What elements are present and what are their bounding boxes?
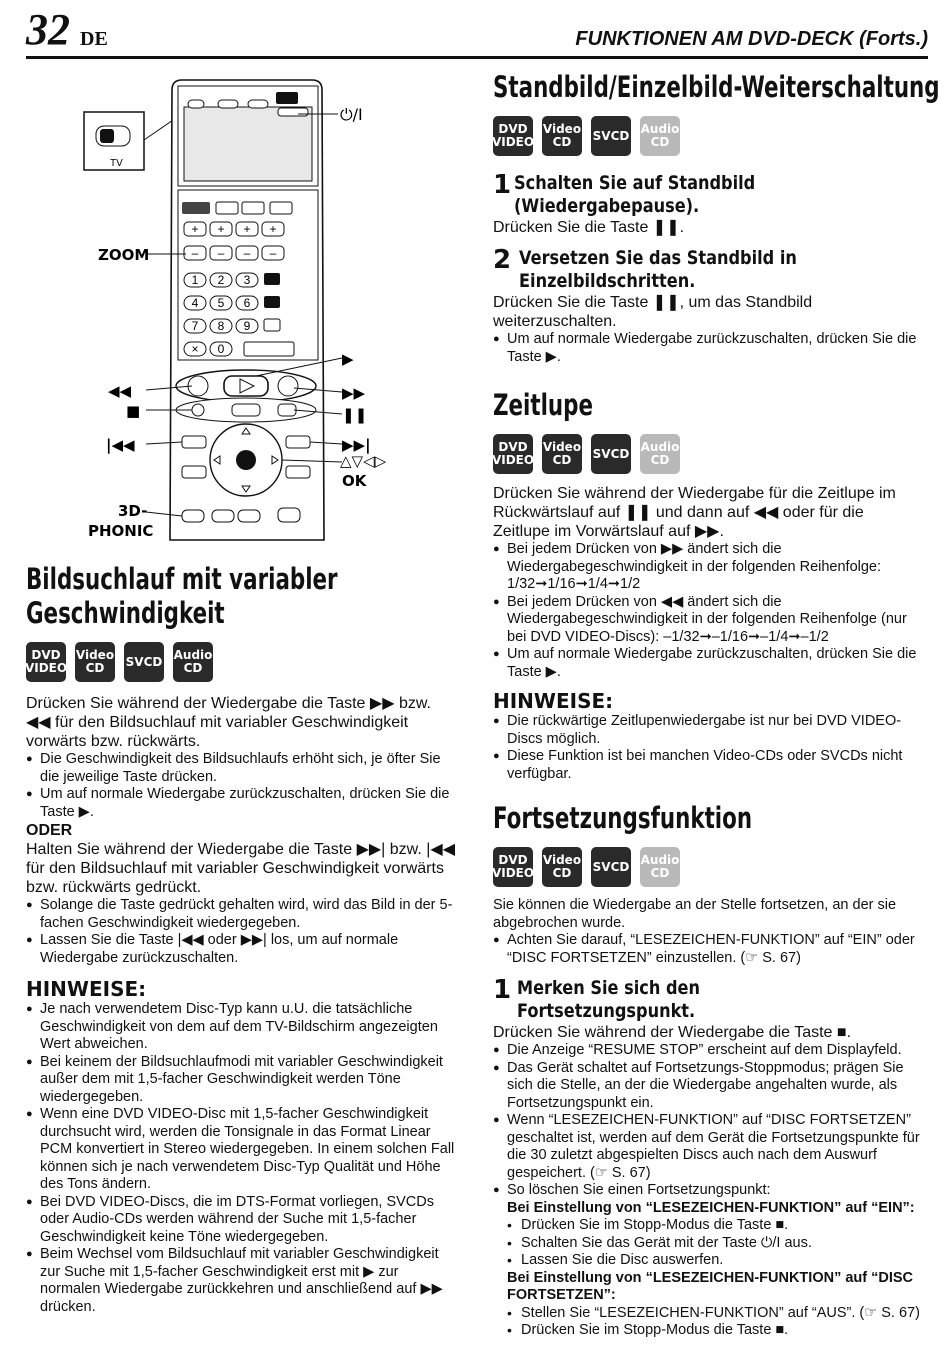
badge-svcd: SVCD [591,116,631,156]
standbild-step-1 [493,172,923,218]
step-title: Versetzen Sie das Standbild in Einzelbildschritten. [519,247,797,292]
arrows-label: △▽◁▷ [340,452,387,470]
disc-items [507,1305,923,1340]
list-item: ● So löschen Sie einen Fortsetzungspunkt: [493,1182,923,1200]
remote-display-area [184,107,312,181]
svg-text:–: – [217,246,225,260]
list-item: ● Solange die Taste gedrückt gehalten wird, wird das Bild in der 5-fachen Geschwindigkeit wiedergegeben. [26,897,456,932]
svg-text:7: 7 [191,319,199,333]
fortsetzung-title: Fortsetzungsfunktion [493,801,753,835]
list-item: • Lassen Sie die Disc auswerfen. [507,1252,923,1270]
disc-badges [26,642,456,684]
phonic-label-1: 3D- [118,502,148,520]
oder-label: ODER [26,822,73,839]
list-item: ● Bei keinem der Bildsuchlaufmodi mit variabler Geschwindigkeit außer dem mit 1,5-facher Geschwindigkeit werden Töne wiedergegeben. [26,1054,456,1107]
badge-video-cd: Video CD [542,847,582,887]
pause-label: ❚❚ [342,406,368,424]
standbild-step-2 [493,247,923,293]
list-item: ● Um auf normale Wiedergabe zurückzuschalten, drücken Sie die Taste ▶. [493,646,923,681]
badge-video-cd: Video CD [542,116,582,156]
remote-illustration [26,70,466,550]
header-rule [26,56,928,59]
step-text: Drücken Sie während der Wiedergabe die Taste ■. [493,1024,852,1041]
list-item: ● Um auf normale Wiedergabe zurückzuschalten, drücken Sie die Taste ▶. [493,331,923,366]
standbild-title: Standbild/Einzelbild-Weiterschaltung [493,70,940,104]
zeitlupe-intro: Drücken Sie während der Wiedergabe für die Zeitlupe im Rückwärtslauf auf ❚❚ und dann auf ◀◀ oder für die Zeitlupe im Vorwärtslauf auf ▶▶. [493,485,896,540]
disc-title: Bei Einstellung von “LESEZEICHEN-FUNKTION” auf “DISC FORTSETZEN”: [507,1269,914,1303]
rew-label: ◀◀ [108,382,132,400]
list-item: ● Die rückwärtige Zeitlupenwiedergabe ist nur bei DVD VIDEO-Discs möglich. [493,713,923,748]
page-number: 32 [26,5,70,54]
list-item: ● Achten Sie darauf, “LESEZEICHEN-FUNKTION” auf “EIN” oder “DISC FORTSETZEN” einzustellen. (☞ S. 67) [493,932,923,967]
svg-text:4: 4 [191,296,199,310]
skip-fwd-label: ▶▶| [342,436,371,454]
step-title: Schalten Sie auf Standbild (Wiedergabepause). [513,172,756,217]
zeitlupe-bullets [493,541,923,681]
badge-audio-cd: Audio CD [640,116,680,156]
list-item: • Drücken Sie im Stopp-Modus die Taste ■. [507,1217,923,1235]
svg-text:+: + [217,222,225,236]
svg-text:8: 8 [217,319,225,333]
step-number: 1 [493,975,512,1005]
list-item: ● Lassen Sie die Taste |◀◀ oder ▶▶| los, um auf normale Wiedergabe zurückzuschalten. [26,932,456,967]
zeitlupe-hinweise [493,713,923,783]
bildsuchlauf-title-2: Geschwindigkeit [26,596,225,630]
svg-text:+: + [243,222,251,236]
list-item: ● Das Gerät schaltet auf Fortsetzungs-Stoppmodus; prägen Sie sich die Stelle, an der die Wiedergabe angehalten wurde, als Fortsetzungspunkt ein. [493,1060,923,1113]
list-item: ● Beim Wechsel vom Bildsuchlauf mit variabler Geschwindigkeit zur Suche mit 1,5-facher Geschwindigkeit erst mit ▶ zur normalen Wiedergabe zurückkehren und anschließend auf ▶▶ drücken. [26,1246,456,1316]
fortsetzung-bullets [493,1042,923,1200]
list-item: ● Um auf normale Wiedergabe zurückzuschalten, drücken Sie die Taste ▶. [26,786,456,821]
badge-video-cd: Video CD [75,642,115,682]
svg-text:3: 3 [243,273,251,287]
list-item: ● Bei DVD VIDEO-Discs, die im DTS-Format vorliegen, SVCDs oder Audio-CDs werden während der Suche mit 1,5-facher Geschwindigkeit keine Töne wiedergegeben. [26,1194,456,1247]
step-number: 1 [493,170,512,200]
fortsetzung-intro-bullets [493,932,923,967]
disc-badges [493,847,923,889]
list-item: • Schalten Sie das Gerät mit der Taste ⏻/I aus. [507,1235,923,1253]
bildsuchlauf-intro-2: Halten Sie während der Wiedergabe die Taste ▶▶| bzw. |◀◀ für den Bildsuchlauf mit variabler Geschwindigkeit vorwärts bzw. rückwärts gedrückt. [26,841,456,896]
hinweise-title: HINWEISE: [26,977,147,1001]
zeitlupe-title: Zeitlupe [493,388,593,422]
list-item: ● Wenn “LESEZEICHEN-FUNKTION” auf “DISC FORTSETZEN” geschaltet ist, werden auf dem Gerät die Fortsetzungspunkte für die 30 zuletzt abgespielten Discs auch nach dem Auswurf gespeichert. (☞ S. 67) [493,1112,923,1182]
right-column [491,70,940,1340]
fortsetzung-intro: Sie können die Wiedergabe an der Stelle fortsetzen, an der sie abgebrochen wurde. [493,897,897,931]
svg-text:–: – [243,246,251,260]
bildsuchlauf-intro: Drücken Sie während der Wiedergabe die Taste ▶▶ bzw. ◀◀ für den Bildsuchlauf mit variabler Geschwindigkeit vorwärts bzw. rückwärts. [26,695,431,750]
svg-text:9: 9 [243,319,251,333]
tv-label: TV [110,158,123,169]
zoom-label: ZOOM [98,246,150,264]
svg-text:0: 0 [217,342,225,356]
badge-dvd: DVD VIDEO [493,847,533,887]
svg-text:5: 5 [217,296,225,310]
skip-back-label: |◀◀ [106,436,135,454]
list-item: ● Bei jedem Drücken von ▶▶ ändert sich die Wiedergabegeschwindigkeit in der folgenden Reihenfolge: 1/32➞1/16➞1/4➞1/2 [493,541,923,594]
power-button [276,92,298,104]
step-number: 2 [493,245,512,275]
list-item: • Stellen Sie “LESEZEICHEN-FUNKTION” auf “AUS”. (☞ S. 67) [507,1305,923,1323]
list-item: • Drücken Sie im Stopp-Modus die Taste ■. [507,1322,923,1340]
svg-text:6: 6 [243,296,251,310]
badge-svcd: SVCD [591,434,631,474]
bildsuchlauf-bullets-2 [26,897,456,967]
list-item: ● Bei jedem Drücken von ◀◀ ändert sich die Wiedergabegeschwindigkeit in der folgenden Reihenfolge (nur bei DVD VIDEO-Discs): –1/32➞–1/16➞–1/4➞–1/2 [493,594,923,647]
list-item: ● Die Geschwindigkeit des Bildsuchlaufs erhöht sich, je öfter Sie die jeweilige Taste drücken. [26,751,456,786]
badge-svcd: SVCD [124,642,164,682]
play-label: ▶ [342,350,354,368]
stop-label: ■ [126,402,141,420]
ffw-label: ▶▶ [342,384,366,402]
svg-text:–: – [269,246,277,260]
svg-text:2: 2 [217,273,225,287]
svg-text:–: – [191,246,199,260]
fortsetzung-sub [493,1200,923,1340]
ein-items [507,1217,923,1270]
badge-dvd: DVD VIDEO [493,434,533,474]
list-item: ● Wenn eine DVD VIDEO-Disc mit 1,5-facher Geschwindigkeit durchsucht wird, werden die Tonsignale in das Format Linear PCM konvertiert in Stereo wiedergegeben. In einem solchen Fall können sich je nach verwendetem Disc-Typ Qualität und Höhe des Tons ändern. [26,1106,456,1194]
language-code: DE [80,28,108,50]
badge-dvd: DVD VIDEO [26,642,66,682]
section-title: FUNKTIONEN AM DVD-DECK (Forts.) [575,28,928,50]
svg-text:+: + [191,222,199,236]
power-label: ⏻/I [340,105,363,124]
step-text: Drücken Sie die Taste ❚❚, um das Standbild weiterzuschalten. [493,294,813,330]
disc-badges [493,116,923,158]
step-title: Merken Sie sich den Fortsetzungspunkt. [517,977,701,1022]
svg-text:+: + [269,222,277,236]
fortsetzung-step-1 [493,977,923,1023]
disc-badges [493,434,923,476]
hinweise-list [26,1001,456,1316]
svg-text:×: × [191,342,199,356]
svg-text:1: 1 [191,273,199,287]
bildsuchlauf-section [26,562,456,1316]
badge-dvd: DVD VIDEO [493,116,533,156]
ok-label: OK [342,472,367,490]
list-item: ● Die Anzeige “RESUME STOP” erscheint auf dem Displayfeld. [493,1042,923,1060]
phonic-label-2: PHONIC [88,522,154,540]
hinweise-title: HINWEISE: [493,689,614,713]
bildsuchlauf-title-1: Bildsuchlauf mit variabler [26,562,338,596]
standbild-bullets [493,331,923,366]
badge-audio-cd: Audio CD [640,847,680,887]
badge-audio-cd: Audio CD [640,434,680,474]
badge-video-cd: Video CD [542,434,582,474]
list-item: ● Diese Funktion ist bei manchen Video-CDs oder SVCDs nicht verfügbar. [493,748,923,783]
badge-svcd: SVCD [591,847,631,887]
list-item: ● Je nach verwendetem Disc-Typ kann u.U. die tatsächliche Geschwindigkeit von dem auf dem TV-Bildschirm angezeigten Wert abweichen. [26,1001,456,1054]
badge-audio-cd: Audio CD [173,642,213,682]
step-text: Drücken Sie die Taste ❚❚. [493,219,685,236]
bildsuchlauf-bullets-1 [26,751,456,821]
ein-title: Bei Einstellung von “LESEZEICHEN-FUNKTION” auf “EIN”: [507,1199,915,1216]
